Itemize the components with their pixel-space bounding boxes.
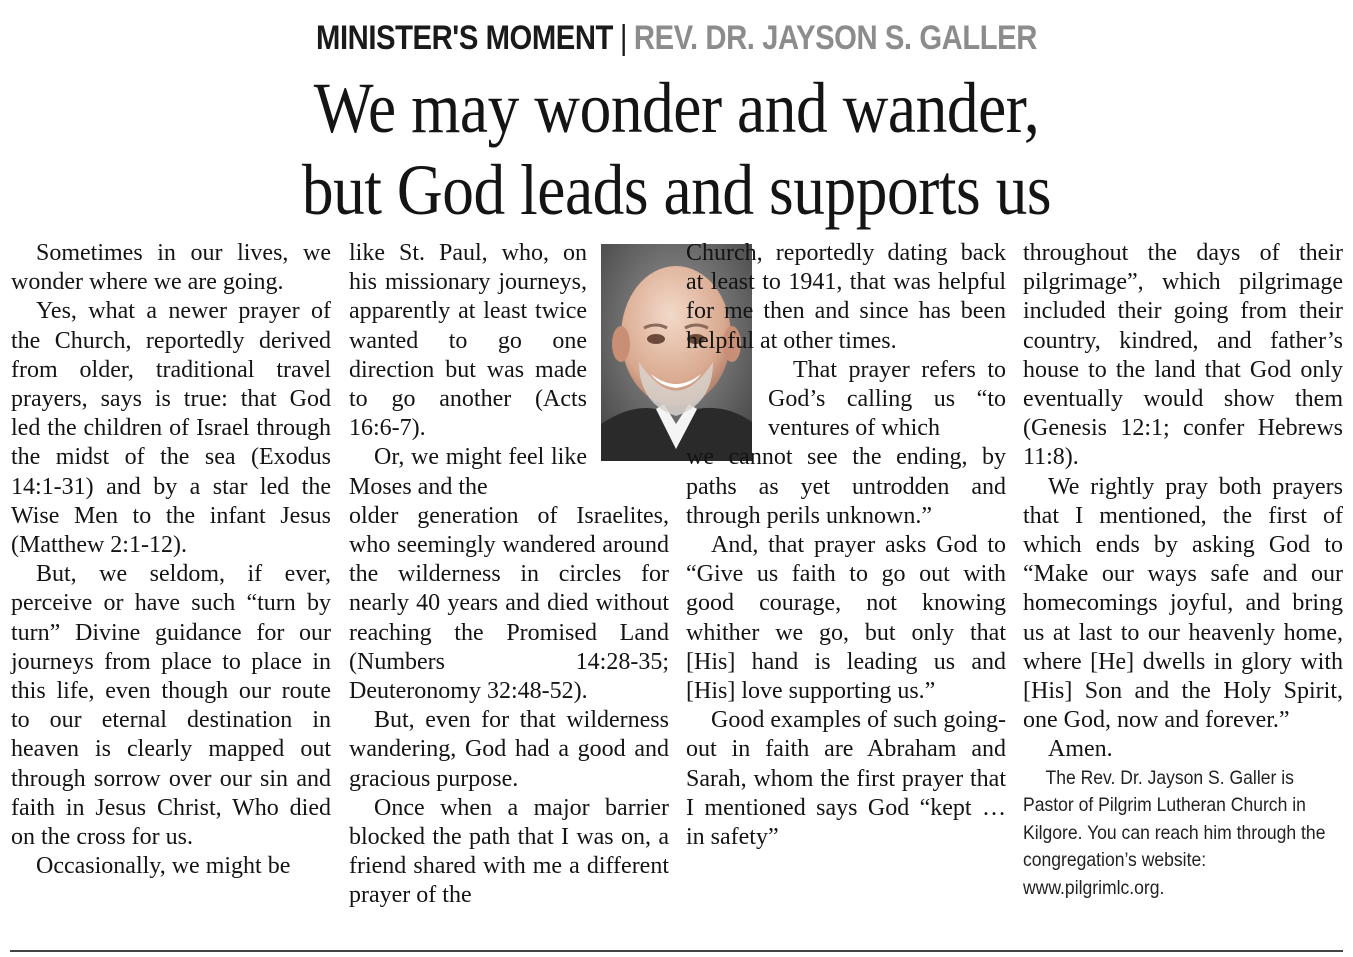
article-column-4 <box>1023 239 1343 902</box>
article-column-3 <box>686 239 1006 852</box>
header-separator: | <box>619 19 628 57</box>
author-byline: REV. DR. JAYSON S. GALLER <box>633 19 1037 57</box>
paragraph: Or, we might feel like Moses and the <box>349 444 587 500</box>
paragraph: But, even for that wilderness wandering, God had a good and gracious purpose. <box>349 707 669 792</box>
paragraph: Amen. <box>1048 736 1113 763</box>
photo-wrap-text <box>768 356 1006 444</box>
paragraph: Church, reportedly dating back at least to 1941, that was helpful for me then and since has been helpful at other times. <box>686 240 1006 354</box>
paragraph: like St. Paul, who, on his missionary journeys, apparently at least twice wanted to go one direction but was made to go another (Acts 16:6-7). <box>349 240 587 442</box>
paragraph: Occasionally, we might be <box>36 853 291 880</box>
paragraph: Once when a major barrier blocked the path that I was on, a friend shared with me a different prayer of the <box>349 794 669 909</box>
column-kicker: MINISTER'S MOMENT <box>316 19 613 57</box>
author-bio: The Rev. Dr. Jayson S. Galler is Pastor of Pilgrim Lutheran Church in Kilgore. You can reach him through the congregation’s website: www.pilgrimlc.org. <box>1023 766 1326 899</box>
article-column-1 <box>11 239 331 881</box>
paragraph: But, we seldom, if ever, perceive or have such “turn by turn” Divine guidance for our journeys from place to place in this life, even though our route to our eternal destination in heaven is clearly mapped out through sorrow over our sin and faith in Jesus Christ, Who died on the cross for us. <box>11 561 331 851</box>
paragraph: That prayer refers to God’s calling us “to ventures of which <box>768 356 1006 442</box>
headline-line-2: but God leads and supports us <box>301 150 1052 230</box>
column-header <box>95 16 1259 60</box>
paragraph: older generation of Israelites, who seemingly wandered around the wilderness in circles for nearly 40 years and died without reaching the Promised Land (Numbers 14:28-35; Deuteronomy 32:48-52). <box>349 502 669 705</box>
bottom-rule <box>10 950 1343 952</box>
paragraph: We rightly pray both prayers that I mentioned, the first of which ends by asking God to “Make our ways safe and our homecomings joyful, and bring us at last to our heavenly home, where [He] dwells in glory with [His] Son and the Holy Spirit, one God, now and forever.” <box>1023 473 1343 734</box>
paragraph: we cannot see the ending, by paths as yet untrodden and through perils unknown.” <box>686 444 1006 529</box>
headline-line-1: We may wonder and wander, <box>313 68 1040 148</box>
paragraph: throughout the days of their pilgrimage”, which pilgrimage included their going from their country, kindred, and father’s house to the land that God only eventually would show them (Genesis 12:1; confer Hebrews 11:8). <box>1023 240 1343 471</box>
paragraph: And, that prayer asks God to “Give us faith to go out with good courage, not knowing whither we go, but only that [His] hand is leading us and [His] love supporting us.” <box>686 532 1006 705</box>
paragraph: Good examples of such going-out in faith are Abraham and Sarah, whom the first prayer that I mentioned says God “kept … in safety” <box>686 707 1006 851</box>
photo-wrap-text <box>349 239 587 502</box>
paragraph: Yes, what a newer prayer of the Church, reportedly derived from older, traditional travel prayers, says is true: that God led the children of Israel through the midst of the sea (Exodus 14:1-31) and by a star led the Wise Men to the infant Jesus (Matthew 2:1-12). <box>11 298 331 559</box>
paragraph: Sometimes in our lives, we wonder where we are going. <box>11 240 331 296</box>
